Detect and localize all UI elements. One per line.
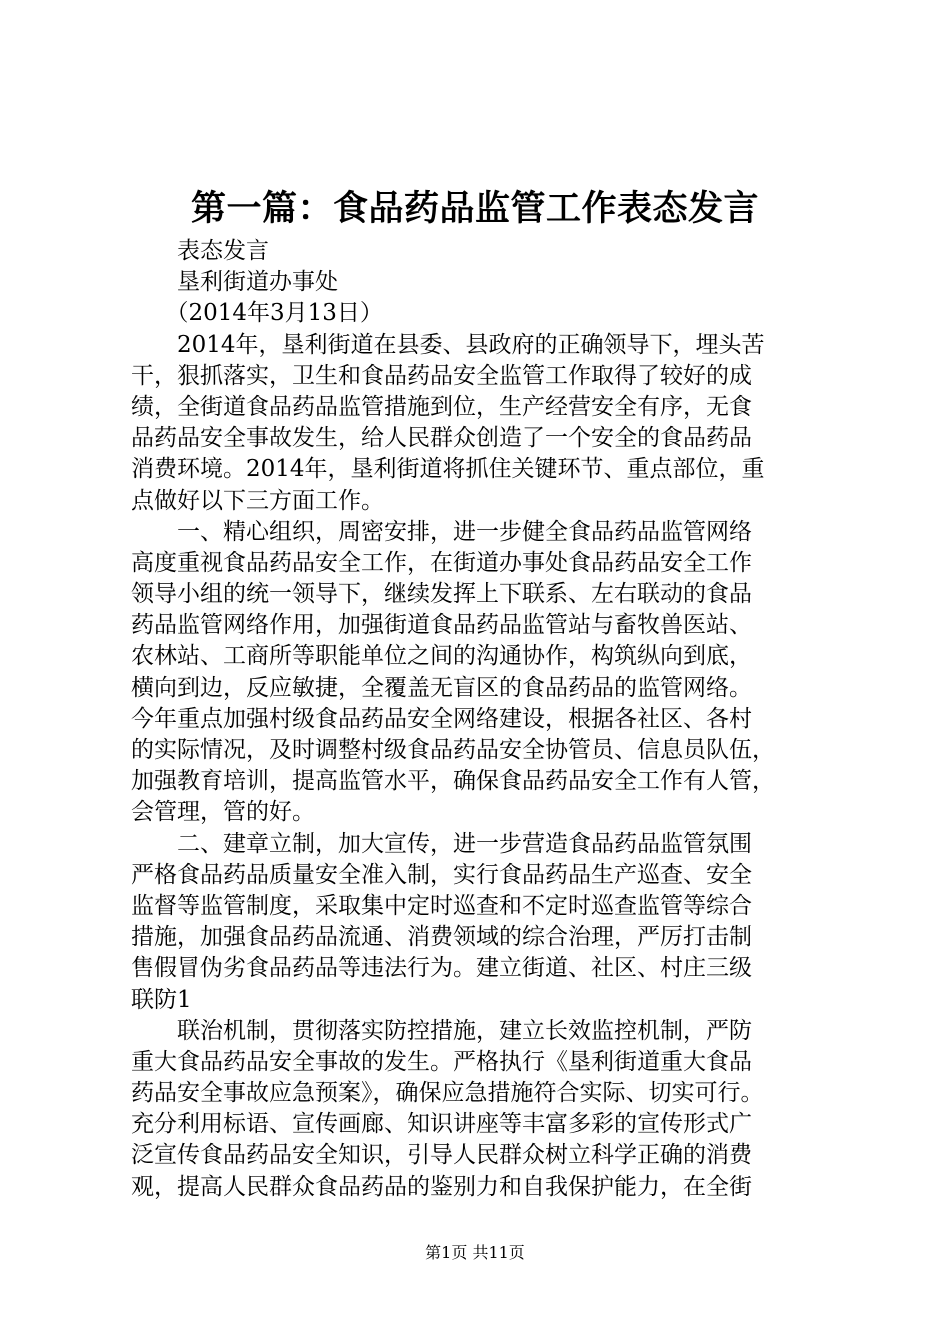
text-line: 监督等监管制度，采取集中定时巡查和不定时巡查监管等综合 xyxy=(131,892,752,919)
text-line: 绩，全街道食品药品监管措施到位，生产经营安全有序，无食 xyxy=(131,393,752,420)
text-line: 垦利街道办事处 xyxy=(131,269,338,296)
text-line: 药品安全事故应急预案》，确保应急措施符合实际、切实可行。 xyxy=(131,1080,764,1107)
text-line: 消费环境。2014年，垦利街道将抓住关键环节、重点部位，重 xyxy=(131,456,765,483)
text-line: 二、建章立制，加大宣传，进一步营造食品药品监管氛围 xyxy=(131,830,752,857)
text-line: 2014年，垦利街道在县委、县政府的正确领导下，埋头苦 xyxy=(131,331,765,358)
text-line: 严格食品药品质量安全准入制，实行食品药品生产巡查、安全 xyxy=(131,861,752,888)
page-footer: 第1页 共11页 xyxy=(425,1243,525,1262)
text-line: 表态发言 xyxy=(131,238,269,264)
text-line: 充分利用标语、宣传画廊、知识讲座等丰富多彩的宣传形式广 xyxy=(131,1111,752,1138)
text-line: 横向到边，反应敏捷，全覆盖无盲区的食品药品的监管网络。 xyxy=(131,674,752,701)
text-line: 售假冒伪劣食品药品等违法行为。建立街道、社区、村庄三级 xyxy=(131,955,752,982)
text-line: 措施，加强食品药品流通、消费领域的综合治理，严厉打击制 xyxy=(131,924,752,951)
text-line: 观，提高人民群众食品药品的鉴别力和自我保护能力，在全街 xyxy=(131,1173,752,1200)
text-line: 今年重点加强村级食品药品安全网络建设，根据各社区、各村 xyxy=(131,705,752,732)
text-line: 农林站、工商所等职能单位之间的沟通协作，构筑纵向到底， xyxy=(131,643,752,670)
text-line: 的实际情况，及时调整村级食品药品安全协管员、信息员队伍， xyxy=(131,737,775,763)
text-line: 干，狠抓落实，卫生和食品药品安全监管工作取得了较好的成 xyxy=(131,362,752,389)
text-line: 泛宣传食品药品安全知识，引导人民群众树立科学正确的消费 xyxy=(131,1142,752,1169)
document-title: 第一篇：食品药品监管工作表态发言 xyxy=(190,188,759,229)
text-line: 会管理，管的好。 xyxy=(131,799,315,826)
text-line: （2014年3月13日） xyxy=(131,300,383,327)
text-line: 加强教育培训，提高监管水平，确保食品药品安全工作有人管， xyxy=(131,768,775,795)
text-line: 联防1 xyxy=(131,986,192,1013)
text-line: 药品监管网络作用，加强街道食品药品监管站与畜牧兽医站、 xyxy=(131,612,752,639)
text-line: 点做好以下三方面工作。 xyxy=(131,487,384,514)
document-body xyxy=(131,236,831,1203)
text-line: 品药品安全事故发生，给人民群众创造了一个安全的食品药品 xyxy=(131,425,752,452)
text-line: 高度重视食品药品安全工作，在街道办事处食品药品安全工作 xyxy=(131,549,752,576)
text-line: 领导小组的统一领导下，继续发挥上下联系、左右联动的食品 xyxy=(131,581,752,608)
text-line: 重大食品药品安全事故的发生。严格执行《垦利街道重大食品 xyxy=(131,1048,752,1075)
text-line: 一、精心组织，周密安排，进一步健全食品药品监管网络 xyxy=(131,518,752,545)
text-line: 联治机制，贯彻落实防控措施，建立长效监控机制，严防 xyxy=(131,1017,752,1044)
